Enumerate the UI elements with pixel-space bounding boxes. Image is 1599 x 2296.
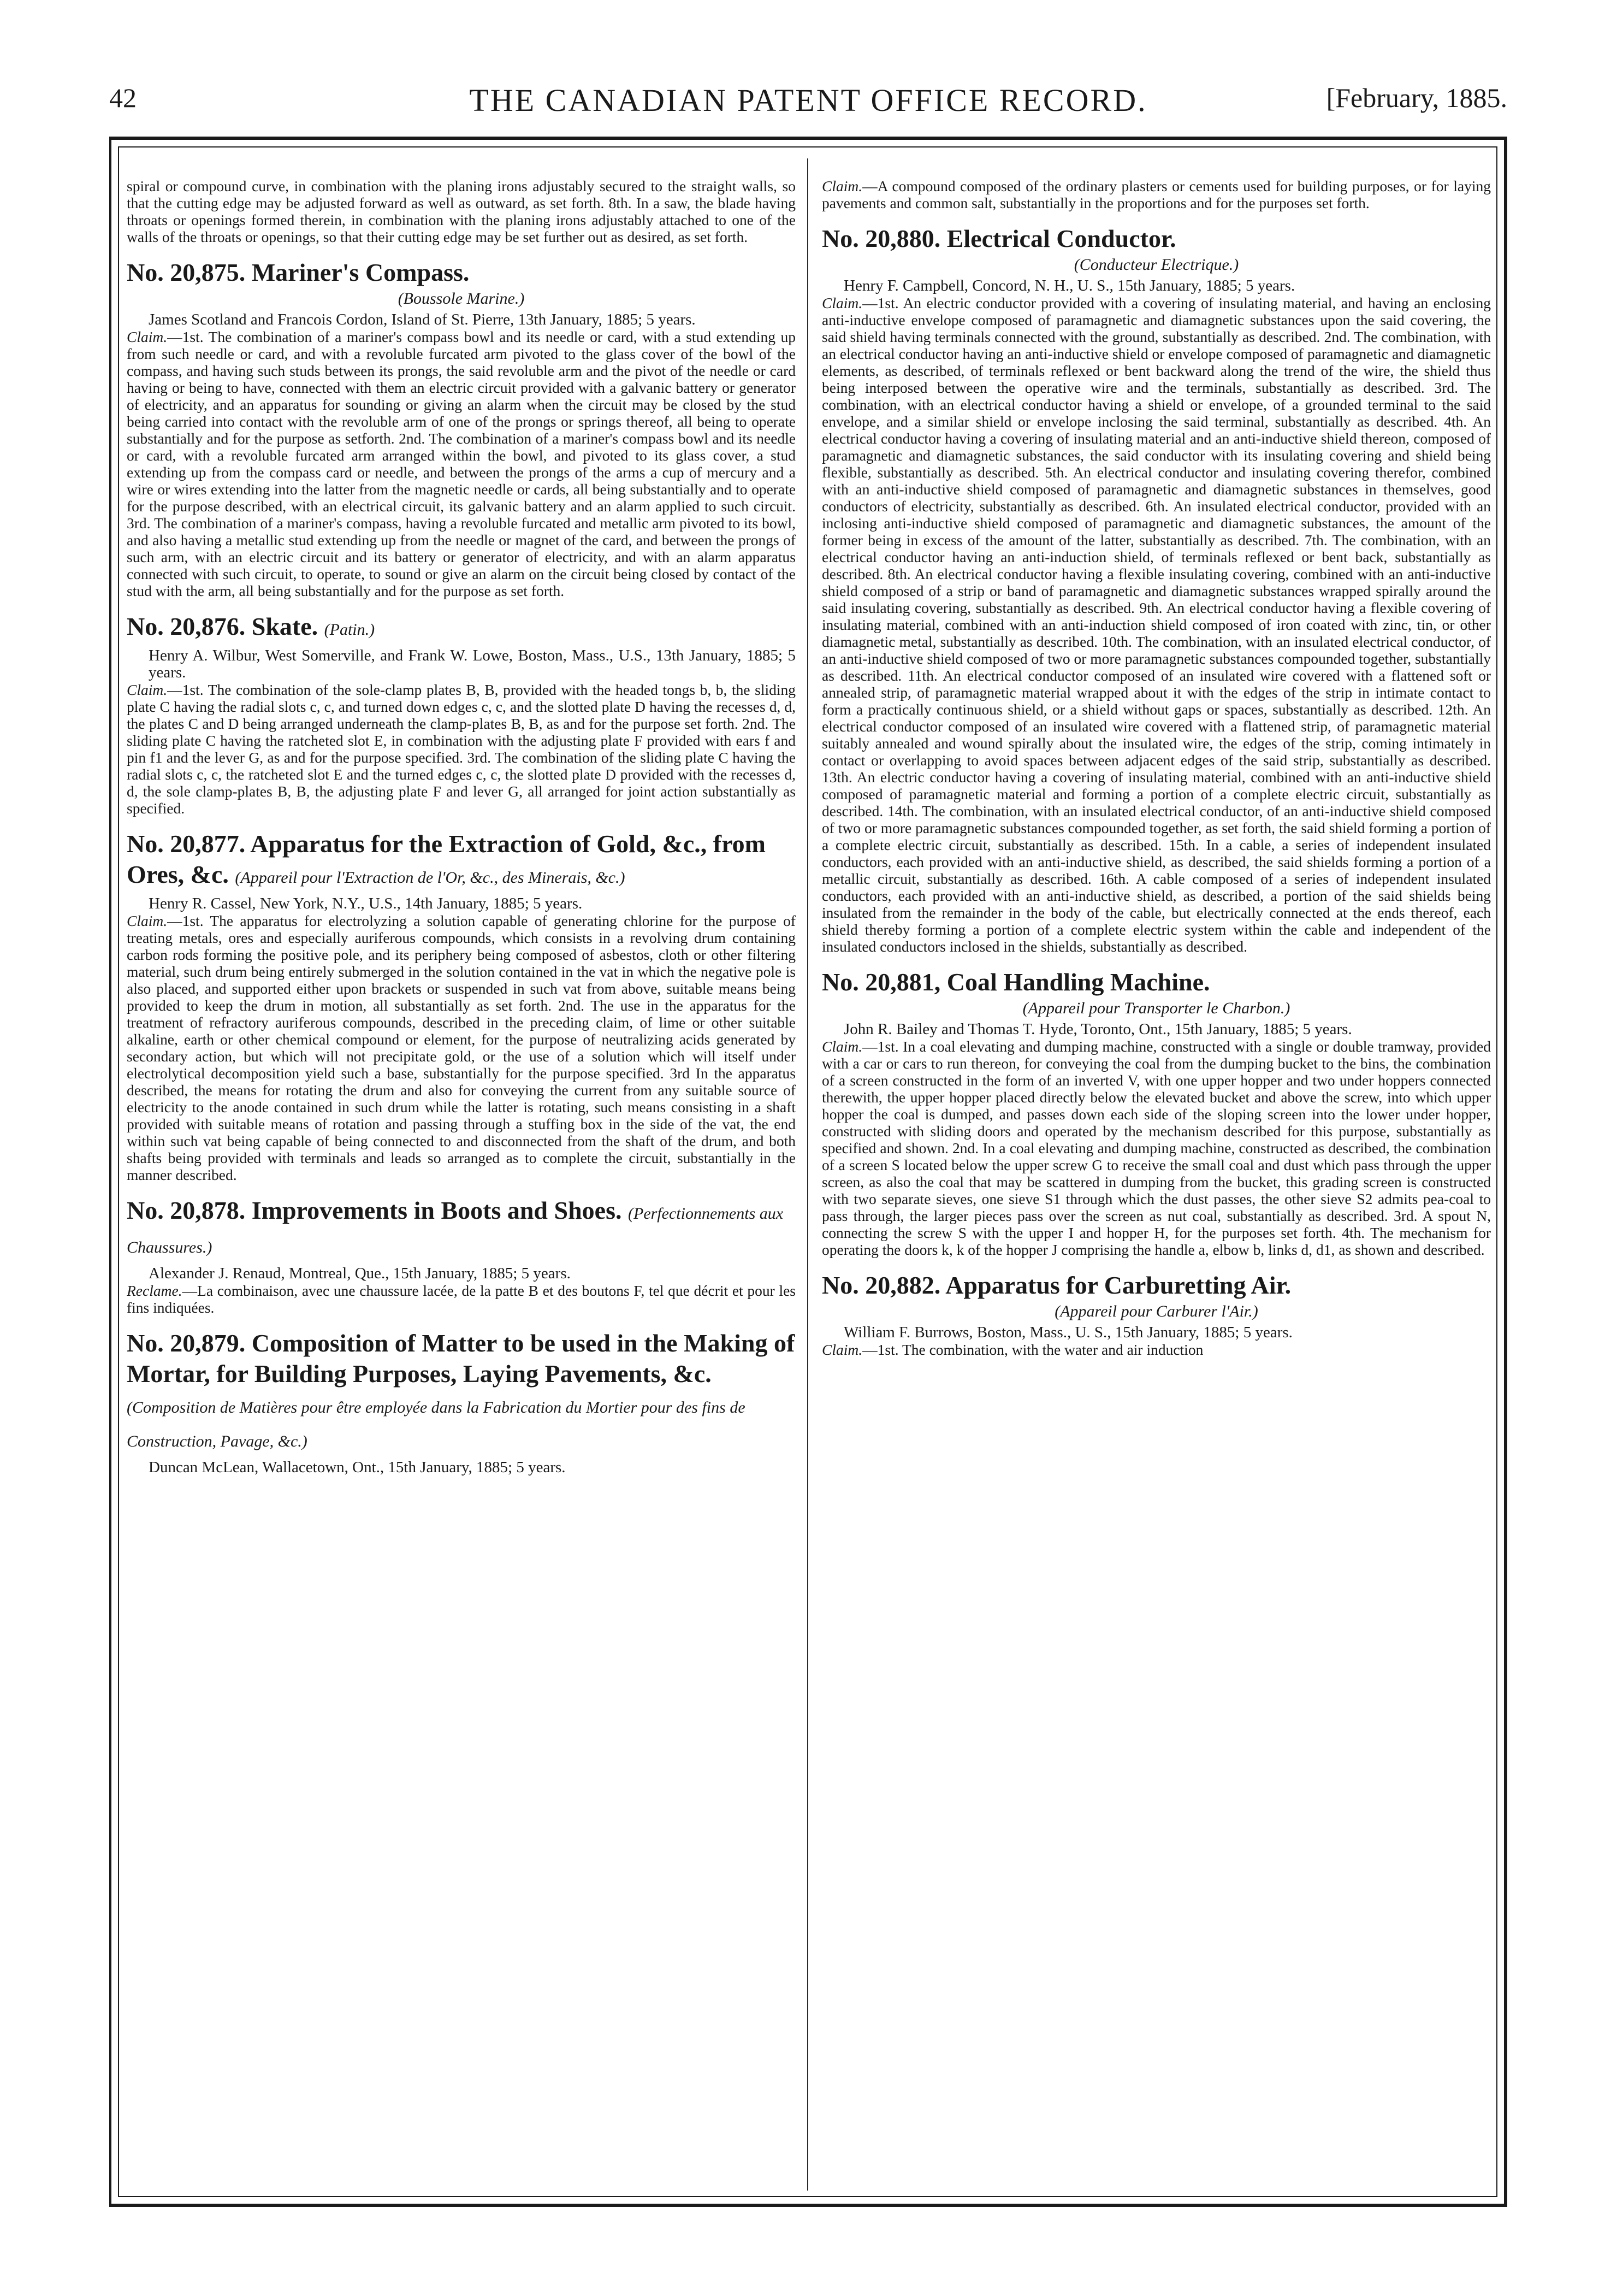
page-header <box>109 82 1507 126</box>
patent-entry <box>127 1328 796 1476</box>
patent-title: Skate. <box>251 612 318 640</box>
patent-entry <box>127 829 796 1183</box>
french-title: (Boussole Marine.) <box>398 290 525 308</box>
claim-text <box>127 681 796 817</box>
claim-body: —1st. The apparatus for electrolyzing a solution capable of generating chlorine for the purpose of treating metals, ores and especially auriferous compounds, which consists in a revolving drum containing carbon rods forming the positive pole, and its periphery being composed of asbestos, cloth or other filtering material, such drum being entirely submerged in the solution contained in the vat in which the negative pole is also placed, and supported either upon brackets or suspended in such vat from above, suitable means being provided to keep the drum in motion, all substantially as set forth. 2nd. The use in the apparatus for the treatment of refractory auriferous compounds, described in the preceding claim, of lime or other suitable alkaline, earth or other chemical compound or element, for the purpose of neutralizing acids generated by secondary action, but which will not precipitate gold, or the use of a solution which will itself under electrolytical decomposition yield such a base, substantially for the purpose specified. 3rd In the apparatus described, the means for rotating the drum and also for conveying the current from any suitable source of electricity to the anode contained in such drum while the latter is rotating, such means consisting in a shaft provided with suitable means of rotation and passing through a stuffing box in the side of the vat, the end within such vat being capable of being connected to and disconnected from the shaft of the drum, and both shafts being provided with terminals and leads so arranged as to complete the circuit, substantially in the manner described. <box>127 912 796 1183</box>
patent-title: Improvements in Boots and Shoes. <box>251 1196 622 1224</box>
inventor-line: Henry F. Campbell, Concord, N. H., U. S., 15th January, 1885; 5 years. <box>844 277 1295 294</box>
entry-heading <box>127 1195 796 1263</box>
inventor-line: John R. Bailey and Thomas T. Hyde, Toronto, Ont., 15th January, 1885; 5 years. <box>844 1020 1352 1038</box>
claim-label: Claim. <box>822 1341 863 1358</box>
claim-body: —1st. The combination of the sole-clamp plates B, B, provided with the headed tongs b, b, the sliding plate C having the radial slots c, c, and turned down edges c, c, and the slotted plate D having the recesses d, d, the plates C and D being arranged underneath the clamp-plates B, B, as and for the purpose set forth. 2nd. The sliding plate C having the ratcheted slot E, in combination with the adjusting plate F provided with ears f and pin f1 and the lever G, as and for the purpose specified. 3rd. The combination of the sliding plate C having the radial slots c, c, the ratcheted slot E and the turned edges c, c, the slotted plate D provided with the recesses d, d, the sole clamp-plates B, B, the adjusting plate F and lever G, all arranged for joint action substantially as specified. <box>127 681 796 817</box>
inventor-line: William F. Burrows, Boston, Mass., U. S., 15th January, 1885; 5 years. <box>844 1324 1293 1341</box>
claim-label: Claim. <box>127 912 168 929</box>
patent-number: No. 20,882. <box>822 1271 941 1299</box>
patent-title: Composition of Matter to be used in the Making of Mortar, for Building Purposes, Laying Pavements, &c. <box>127 1329 795 1388</box>
patent-title: Mariner's Compass. <box>251 258 470 286</box>
inventor-line: Henry A. Wilbur, West Somerville, and Frank W. Lowe, Boston, Mass., U.S., 13th January, 1885; 5 years. <box>149 647 796 681</box>
patent-entry <box>127 611 796 817</box>
patent-number: No. 20,878. <box>127 1196 246 1224</box>
patent-entry <box>822 1270 1491 1358</box>
french-title: (Appareil pour l'Extraction de l'Or, &c., des Minerais, &c.) <box>235 869 625 887</box>
patent-entry <box>822 967 1491 1258</box>
patent-number: No. 20,876. <box>127 612 246 640</box>
patent-entry <box>127 257 796 599</box>
page-number: 42 <box>109 82 137 113</box>
journal-title: THE CANADIAN PATENT OFFICE RECORD. <box>469 82 1147 118</box>
patent-number: No. 20,875. <box>127 258 246 286</box>
claim-text <box>822 1341 1491 1358</box>
entry-heading <box>822 1270 1491 1301</box>
claim-body: —La combinaison, avec une chaussure lacée, de la patte B et des boutons F, tel que décrit et pour les fins indiquées. <box>127 1282 796 1316</box>
french-title: (Conducteur Electrique.) <box>1074 256 1239 274</box>
claim-body: —1st. An electric conductor provided with a covering of insulating material, and having an enclosing anti-inductive envelope composed of paramagnetic and diamagnetic substances upon the said covering, the said shield having terminals connected with the ground, substantially as described. 2nd. The combination, with an electrical conductor having an anti-inductive shield or envelope composed of paramagnetic and diamagnetic elements, as described, of terminals reflexed or bent backward along the trend of the wire, the shield thus being interposed between the operative wire and the terminals, substantially as described. 3rd. The combination, with an electrical conductor having a shield or envelope, of a grounded terminal to the said envelope, and a similar shield or envelope inclosing the said terminal, substantially as described. 4th. An electrical conductor having a covering of insulating material and an anti-inductive shield thereon, composed of paramagnetic and diamagnetic substances, the said conductor with its insulating covering and shield being flexible, substantially as described. 5th. An electrical conductor and insulating covering therefor, combined with an anti-inductive shield composed of paramagnetic and diamagnetic substances in themselves, good conductors of electricity, substantially as described. 6th. An insulated electrical conductor, provided with an inclosing anti-inductive shield composed of paramagnetic and diamagnetic substances, the amount of the former being in excess of the amount of the latter, substantially as described. 7th. The combination, with an electrical conductor having an anti-induction shield, of terminals reflexed or bent back, substantially as described. 8th. An electrical conductor having a flexible insulating covering, combined with an anti-inductive shield composed of a strip or band of paramagnetic and diamagnetic substances wrapped spirally around the said insulating covering, substantially as described. 9th. An electrical conductor having a flexible covering of insulating material, combined with an anti-induction shield composed of iron coated with zinc, tin, or other diamagnetic metal, substantially as described. 10th. The combination, with an insulated electrical conductor, of an anti-inductive shield composed of two or more paramagnetic substances compounded together, substantially as described. 11th. An electrical conductor composed of an insulated wire covered with a flattened soft or annealed strip, of paramagnetic material wrapped about it with the edges of the strip in intimate contact to form a practically continuous shield, or a shield without gaps or spaces, substantially as described. 12th. An electrical conductor composed of an insulated wire covered with a flattened strip, of paramagnetic material suitably annealed and wound spirally about the insulated wire, the edges of the strip, coming intimately in contact or overlapping to avoid spaces between adjacent edges of the said strip, substantially as described. 13th. An electric conductor having a covering of insulating material, combined with an anti-inductive shield composed of paramagnetic material and forming a portion of a complete electric circuit, substantially as described. 14th. The combination, with an insulated electrical conductor, of an anti-inductive shield composed of two or more paramagnetic substances compounded together, as set forth, the said shield forming a portion of a complete electric circuit, substantially as described. 15th. In a cable, a series of independent insulated conductors, each provided with an anti-inductive shield, as described, the said shields forming a portion of a metallic circuit, substantially as described. 16th. A cable composed of a series of independent insulated conductors, each provided with an anti-inductive shield, as described, a portion of the said shields being insulated from the remainder in the body of the cable, but electrically connected at the ends thereof, each shield thereby forming a portion of a complete electric system within the cable and independent of the insulated conductors inclosed in the shields, substantially as described. <box>822 294 1491 955</box>
claim-label: Claim. <box>127 328 168 345</box>
entry-heading <box>822 223 1491 254</box>
continuation-text: spiral or compound curve, in combination with the planing irons adjustably secured to the straight walls, so that the cutting edge may be adjusted forward as well as outward, as set forth. 8th. In a saw, the blade having throats or openings formed therein, in combination with the planing irons adjustably attached to one of the walls of the throats or openings, so that their cutting edge may be set further out as desired, as set forth. <box>127 178 796 245</box>
inventor-line: Duncan McLean, Wallacetown, Ont., 15th January, 1885; 5 years. <box>149 1459 566 1476</box>
patent-entry <box>127 1195 796 1316</box>
patent-title: Coal Handling Machine. <box>946 968 1210 996</box>
patent-title: Apparatus for Carburetting Air. <box>945 1271 1292 1299</box>
claim-label: Claim. <box>127 681 168 698</box>
french-title: (Appareil pour Transporter le Charbon.) <box>1022 999 1290 1017</box>
left-column <box>127 178 796 2199</box>
claim-label: Claim. <box>822 1038 863 1055</box>
issue-date: [February, 1885. <box>1326 82 1507 113</box>
claim-text <box>127 328 796 599</box>
entry-heading <box>127 611 796 645</box>
french-title: (Patin.) <box>324 621 375 639</box>
patent-number: No. 20,880. <box>822 225 941 252</box>
inventor-line: Alexander J. Renaud, Montreal, Que., 15th January, 1885; 5 years. <box>149 1265 571 1282</box>
claim-body: —1st. The combination of a mariner's compass bowl and its needle or card, with a stud extending up from such needle or card, and with a revoluble furcated arm pivoted to the glass cover of the bowl of the compass, and having such studs between its prongs, the said revoluble arm and the pivot of the needle or card having or being to have, connected with them an electric circuit provided with a galvanic battery or generator of electricity, and an apparatus for sounding or giving an alarm when the circuit may be closed by the stud being carried into contact with the revoluble arm of one of the prongs or springs thereof, all being to operate substantially and for the purpose as setforth. 2nd. The combination of a mariner's compass bowl and its needle or card, with a revoluble furcated arm arranged within the bowl, and pivoted to its glass cover, a stud extending up from the compass card or needle, and between the prongs of the arms a cup of mercury and a wire or wires extending into the latter from the magnetic needle or cards, all being substantially and to operate for the purpose described, with an electrical circuit, its galvanic battery and an alarm applied to such circuit. 3rd. The combination of a mariner's compass, having a revoluble furcated and metallic arm pivoted to its bowl, and also having a metallic stud extending up from the needle or magnet of the card, and between the prongs of such arm, with an electric circuit and its battery or generator of electricity, and with an alarm apparatus connected with such circuit, to operate, to sound or give an alarm on the circuit being closed by contact of the stud with the arm, all being substantially and for the purpose as set forth. <box>127 328 796 599</box>
french-title: (Appareil pour Carburer l'Air.) <box>1055 1302 1258 1320</box>
claim-body: —A compound composed of the ordinary plasters or cements used for building purposes, or for laying pavements and common salt, substantially in the proportions and for the purposes set forth. <box>822 178 1491 211</box>
claim-label: Claim. <box>822 178 863 194</box>
claim-text <box>127 912 796 1183</box>
patent-number: No. 20,881, <box>822 968 941 996</box>
entry-heading <box>127 1328 796 1457</box>
right-column <box>822 178 1491 2199</box>
continuation-claim <box>822 178 1491 211</box>
inventor-line: James Scotland and Francois Cordon, Island of St. Pierre, 13th January, 1885; 5 years. <box>149 311 696 328</box>
patent-title: Electrical Conductor. <box>946 225 1176 252</box>
column-rule <box>807 158 808 2191</box>
entry-heading <box>822 967 1491 998</box>
claim-text <box>822 1038 1491 1258</box>
claim-label: Claim. <box>822 294 863 311</box>
patent-number: No. 20,877. <box>127 830 246 858</box>
claim-body: —1st. The combination, with the water and air induction <box>862 1341 1204 1358</box>
inventor-line: Henry R. Cassel, New York, N.Y., U.S., 14th January, 1885; 5 years. <box>149 895 583 912</box>
claim-text <box>127 1282 796 1316</box>
patent-entry <box>822 223 1491 955</box>
entry-heading <box>127 257 796 288</box>
claim-text <box>822 294 1491 955</box>
patent-title: Apparatus for the Extraction of Gold, &c., from Ores, &c. <box>127 830 766 888</box>
entry-heading <box>127 829 796 893</box>
french-title: (Perfectionnements aux Chaussures.) <box>127 1205 784 1256</box>
claim-label: Reclame. <box>127 1282 182 1299</box>
french-title: (Composition de Matières pour être employée dans la Fabrication du Mortier pour des fins de Construction, Pavage, &c.) <box>127 1398 745 1450</box>
claim-body: —1st. In a coal elevating and dumping machine, constructed with a single or double tramway, provided with a car or cars to run thereon, for conveying the coal from the dumping bucket to the bins, the combination of a screen constructed in the form of an inverted V, with one upper hopper and two under hoppers connected therewith, the upper hopper placed directly below the elevated bucket and above the screw, into which upper hopper the coal is dumped, and passes down each side of the sloping screen into the lower under hopper, constructed with sliding doors and operated by the mechanism described for this purpose, substantially as specified and shown. 2nd. In a coal elevating and dumping machine, constructed as described, the combination of a screen S located below the upper screw G to receive the small coal and dust which pass through the upper screen, as also the coal that may be scattered in dumping from the bucket, this grading screen is constructed with two separate sieves, one sieve S1 through which the dust passes, the other sieve S2 admits pea-coal to pass through, the larger pieces pass over the screen as nut coal, substantially as described. 3rd. A spout N, connecting the screw S with the upper I and hopper H, for the purposes set forth. 4th. The mechanism for operating the doors k, k of the hopper J comprising the handle a, elbow b, links d, d1, as shown and described. <box>822 1038 1491 1258</box>
patent-number: No. 20,879. <box>127 1329 246 1357</box>
